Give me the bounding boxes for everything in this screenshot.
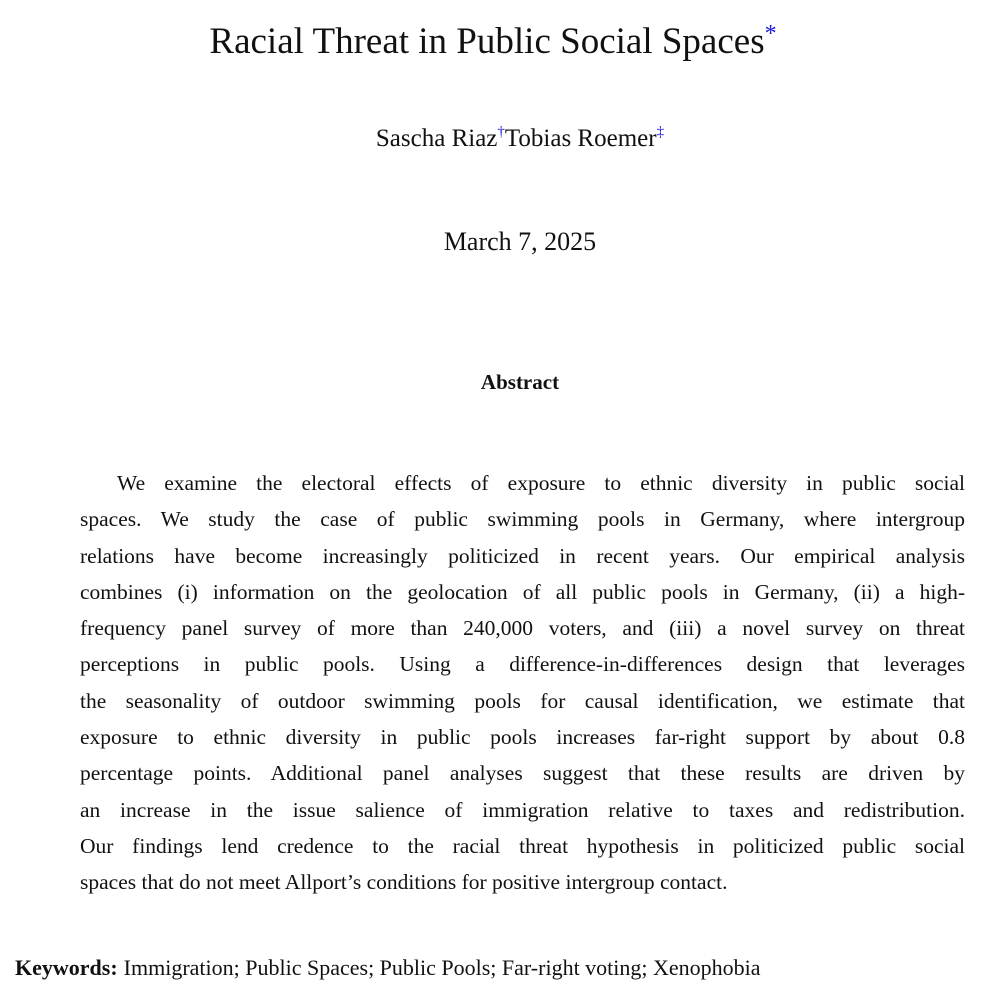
abstract-heading: Abstract bbox=[480, 370, 560, 394]
author-footnote-mark[interactable]: † bbox=[497, 124, 505, 140]
title-footnote-mark[interactable]: * bbox=[764, 21, 777, 47]
abstract-line: spaces that do not meet Allport’s conditions for positive intergroup contact. bbox=[80, 870, 728, 895]
abstract-line: percentage points. Additional panel analyses suggest that these results are driven by bbox=[80, 761, 965, 786]
abstract-line: the seasonality of outdoor swimming pools for causal identification, we estimate that bbox=[80, 688, 965, 713]
abstract-line: Our findings lend credence to the racial threat hypothesis in politicized public social bbox=[80, 833, 965, 858]
paper-title bbox=[0, 20, 986, 63]
abstract-line: spaces. We study the case of public swimming pools in Germany, where intergroup bbox=[80, 507, 965, 532]
abstract-line: frequency panel survey of more than 240,000 voters, and (iii) a novel survey on threat bbox=[80, 616, 965, 641]
author-name: Sascha Riaz bbox=[375, 125, 498, 152]
keywords-list: Immigration; Public Spaces; Public Pools; Far-right voting; Xenophobia bbox=[123, 955, 761, 980]
keywords bbox=[15, 955, 761, 981]
abstract-line: perceptions in public pools. Using a difference-in-differences design that leverages bbox=[80, 652, 965, 677]
paper-date: March 7, 2025 bbox=[443, 227, 597, 256]
abstract-body bbox=[80, 465, 965, 901]
title-text: Racial Threat in Public Social Spaces bbox=[209, 21, 765, 62]
abstract-line: exposure to ethnic diversity in public pools increases far-right support by about 0.8 bbox=[80, 725, 965, 750]
keywords-label: Keywords: bbox=[15, 955, 118, 980]
abstract-line: relations have become increasingly politicized in recent years. Our empirical analysis bbox=[80, 543, 965, 568]
abstract-line: combines (i) information on the geolocation of all public pools in Germany, (ii) a high- bbox=[80, 579, 965, 604]
author-footnote-mark[interactable]: ‡ bbox=[656, 124, 665, 140]
author-name: Tobias Roemer bbox=[504, 125, 657, 152]
abstract-line: an increase in the issue salience of immigration relative to taxes and redistribution. bbox=[80, 797, 965, 822]
authors bbox=[0, 124, 986, 153]
abstract-line: We examine the electoral effects of exposure to ethnic diversity in public social bbox=[117, 471, 965, 495]
